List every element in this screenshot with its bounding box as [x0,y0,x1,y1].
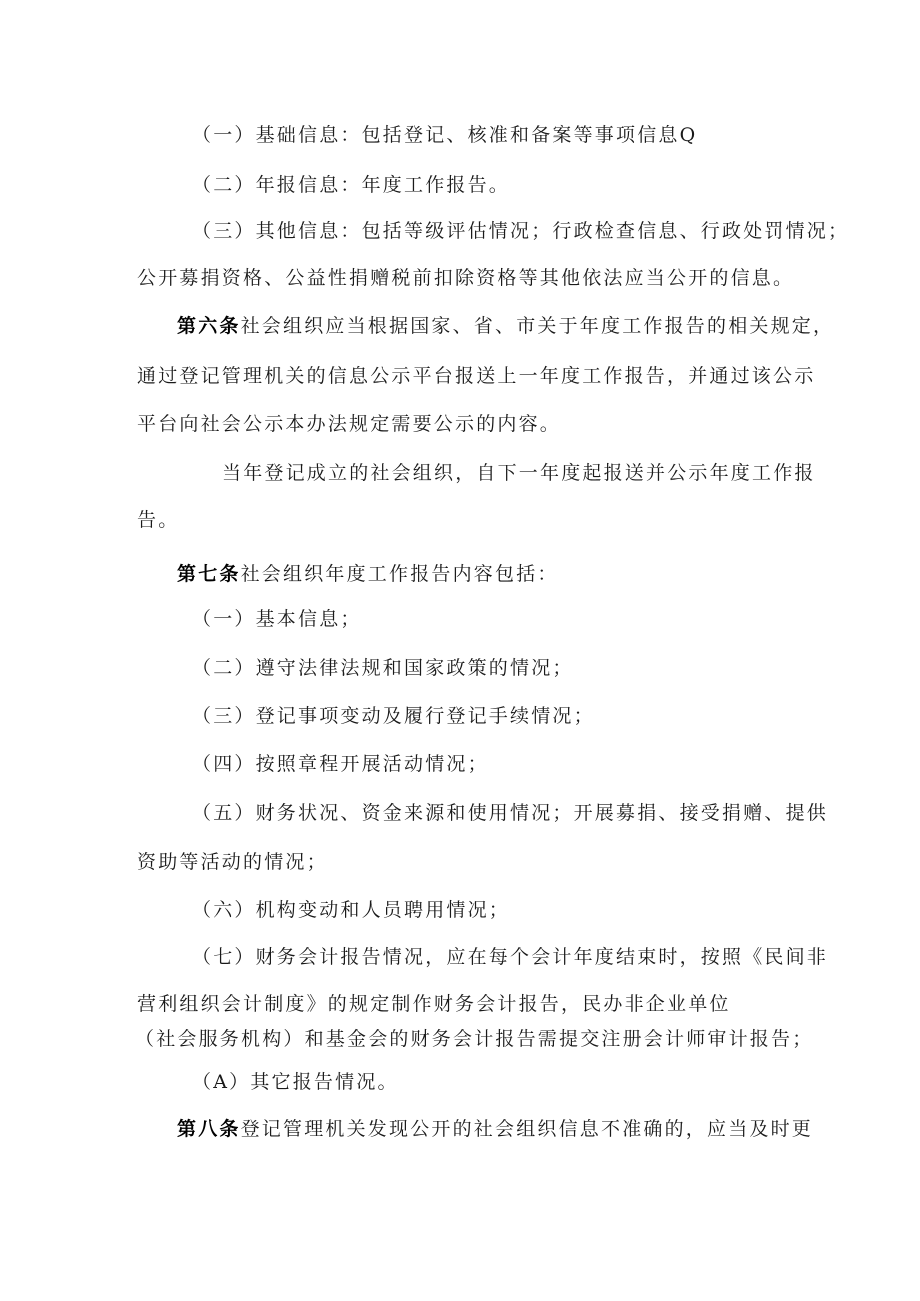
report-item-7 [192,945,828,969]
report-item-7-line-2 [137,992,731,1016]
article-6-paragraph [177,314,834,338]
line-text: 社会组织应当根据国家、省、市关于年度工作报告的相关规定， [240,315,835,337]
article-8-paragraph [177,1117,813,1141]
line-text: 资助等活动的情况； [137,851,328,873]
line-text: （六）机构变动和人员聘用情况； [192,899,511,921]
report-item-3 [192,704,595,728]
line-text: 公开募捐资格、公益性捐赠税前扣除资格等其他依法应当公开的信息。 [137,267,795,289]
article-6-line-3 [137,412,561,436]
line-text: （A）其它报告情况。 [192,1071,399,1093]
article-7-label: 第七条 [177,563,241,585]
line-text: （七）财务会计报告情况，应在每个会计年度结束时，按照《民间非 [192,946,829,968]
line-text: （一）基础信息：包括登记、核准和备案等事项信息Q [192,124,698,146]
report-item-7-line-3 [135,1027,813,1051]
line-text: （四）按照章程开展活动情况； [192,753,489,775]
basic-info-item [192,123,697,147]
line-text: 社会组织年度工作报告内容包括： [240,563,559,585]
annual-report-info-item [192,173,510,197]
line-text: （五）财务状况、资金来源和使用情况；开展募捐、接受捐赠、提供 [192,802,829,824]
line-text: （三）登记事项变动及履行登记手续情况； [192,705,595,727]
article-6-second-paragraph [222,461,816,485]
line-text: （一）基本信息； [192,608,362,630]
report-item-2 [192,656,574,680]
article-6-second-paragraph-end [137,508,179,532]
line-text: （社会服务机构）和基金会的财务会计报告需提交注册会计师审计报告； [135,1028,814,1050]
other-info-item [192,219,849,243]
report-item-8 [192,1070,399,1094]
article-6-line-2 [137,364,815,388]
other-info-continuation [137,266,794,290]
line-text: （二）年报信息：年度工作报告。 [192,174,511,196]
line-text: 平台向社会公示本办法规定需要公示的内容。 [137,413,562,435]
report-item-5 [192,801,828,825]
report-item-5-continuation [137,850,328,874]
line-text: （三）其他信息：包括等级评估情况；行政检查信息、行政处罚情况； [192,220,850,242]
report-item-6 [192,898,510,922]
report-item-4 [192,752,489,776]
article-8-label: 第八条 [177,1118,241,1140]
report-item-1 [192,607,362,631]
line-text: 当年登记成立的社会组织，自下一年度起报送并公示年度工作报 [222,462,816,484]
line-text: （二）遵守法律法规和国家政策的情况； [192,657,574,679]
line-text: 登记管理机关发现公开的社会组织信息不准确的，应当及时更 [240,1118,814,1140]
article-7-paragraph [177,562,559,586]
line-text: 营利组织会计制度》的规定制作财务会计报告，民办非企业单位 [137,993,731,1015]
line-text: 通过登记管理机关的信息公示平台报送上一年度工作报告，并通过该公示 [137,365,816,387]
line-text: 告。 [137,509,180,531]
article-6-label: 第六条 [177,315,241,337]
